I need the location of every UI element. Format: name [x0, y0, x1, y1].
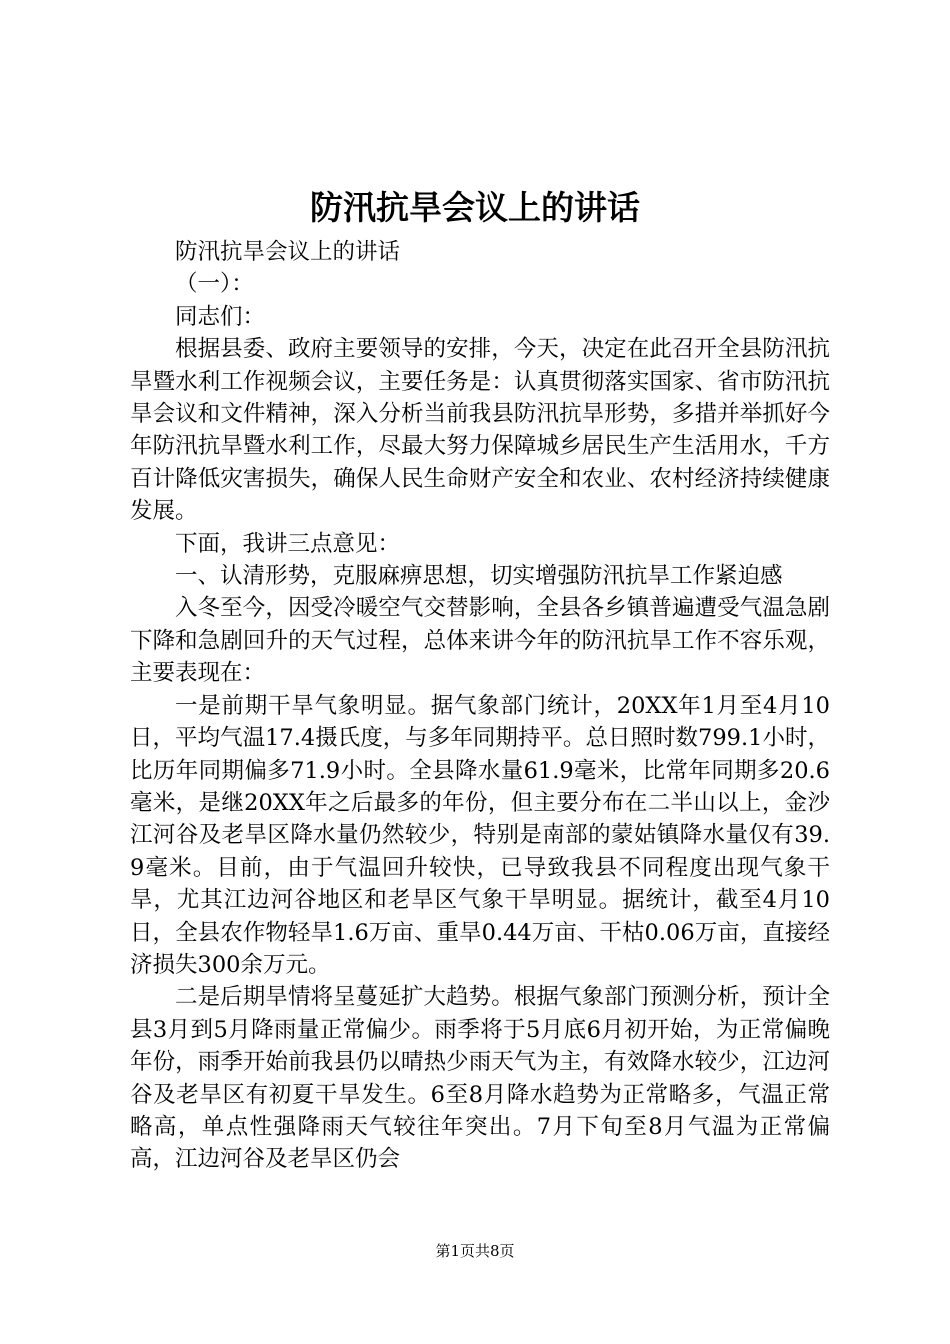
paragraph-section-number: （一）：	[175, 271, 254, 298]
paragraph-intro: 根据县委、政府主要领导的安排，今天，决定在此召开全县防汛抗旱暨水利工作视频会议，主要任务是：认真贯彻落实国家、省市防汛抗旱会议和文件精神，深入分析当前我县防汛抗旱形势，多措并举抓好今年防汛抗旱暨水利工作，尽最大努力保障城乡居民生产生活用水，千方百计降低灾害损失，确保人民生命财产安全和农业、农村经济持续健康发展。	[130, 336, 830, 525]
page-number: 第1页	[435, 1242, 475, 1260]
paragraph-point-two: 二是后期旱情将呈蔓延扩大趋势。根据气象部门预测分析，预计全县3月到5月降雨量正常偏少。雨季将于5月底6月初开始，为正常偏晚年份，雨季开始前我县仍以晴热少雨天气为主，有效降水较少，江边河谷及老旱区有初夏干旱发生。6至8月降水趋势为正常略多，气温正常略高，单点性强降雨天气较往年突出。7月下旬至8月气温为正常偏高，江边河谷及老旱区仍会	[130, 984, 830, 1173]
document-title: 防汛抗旱会议上的讲话	[310, 188, 640, 227]
page-total: 共8页	[475, 1242, 515, 1260]
document-body	[130, 236, 830, 1176]
paragraph-point-one: 一是前期干旱气象明显。据气象部门统计，20XX年1月至4月10日，平均气温17.4摄氏度，与多年同期持平。总日照时数799.1小时，比历年同期偏多71.9小时。全县降水量61.9毫米，比常年同期多20.6毫米，是继20XX年之后最多的年份，但主要分布在二半山以上，金沙江河谷及老旱区降水量仍然较少，特别是南部的蒙姑镇降水量仅有39.9毫米。目前，由于气温回升较快，已导致我县不同程度出现气象干旱，尤其江边河谷地区和老旱区气象干旱明显。据统计，截至4月10日，全县农作物轻旱1.6万亩、重旱0.44万亩、干枯0.06万亩，直接经济损失300余万元。	[130, 692, 830, 978]
page-footer	[0, 1241, 950, 1261]
paragraph-situation: 入冬至今，因受冷暖空气交替影响，全县各乡镇普遍遭受气温急剧下降和急剧回升的天气过程，总体来讲今年的防汛抗旱工作不容乐观，主要表现在：	[130, 595, 830, 687]
paragraph-heading-one: 一、认清形势，克服麻痹思想，切实增强防汛抗旱工作紧迫感	[175, 563, 783, 590]
paragraph-transition: 下面，我讲三点意见：	[175, 530, 401, 557]
paragraph-subtitle: 防汛抗旱会议上的讲话	[175, 239, 401, 265]
paragraph-salutation: 同志们：	[175, 303, 266, 330]
